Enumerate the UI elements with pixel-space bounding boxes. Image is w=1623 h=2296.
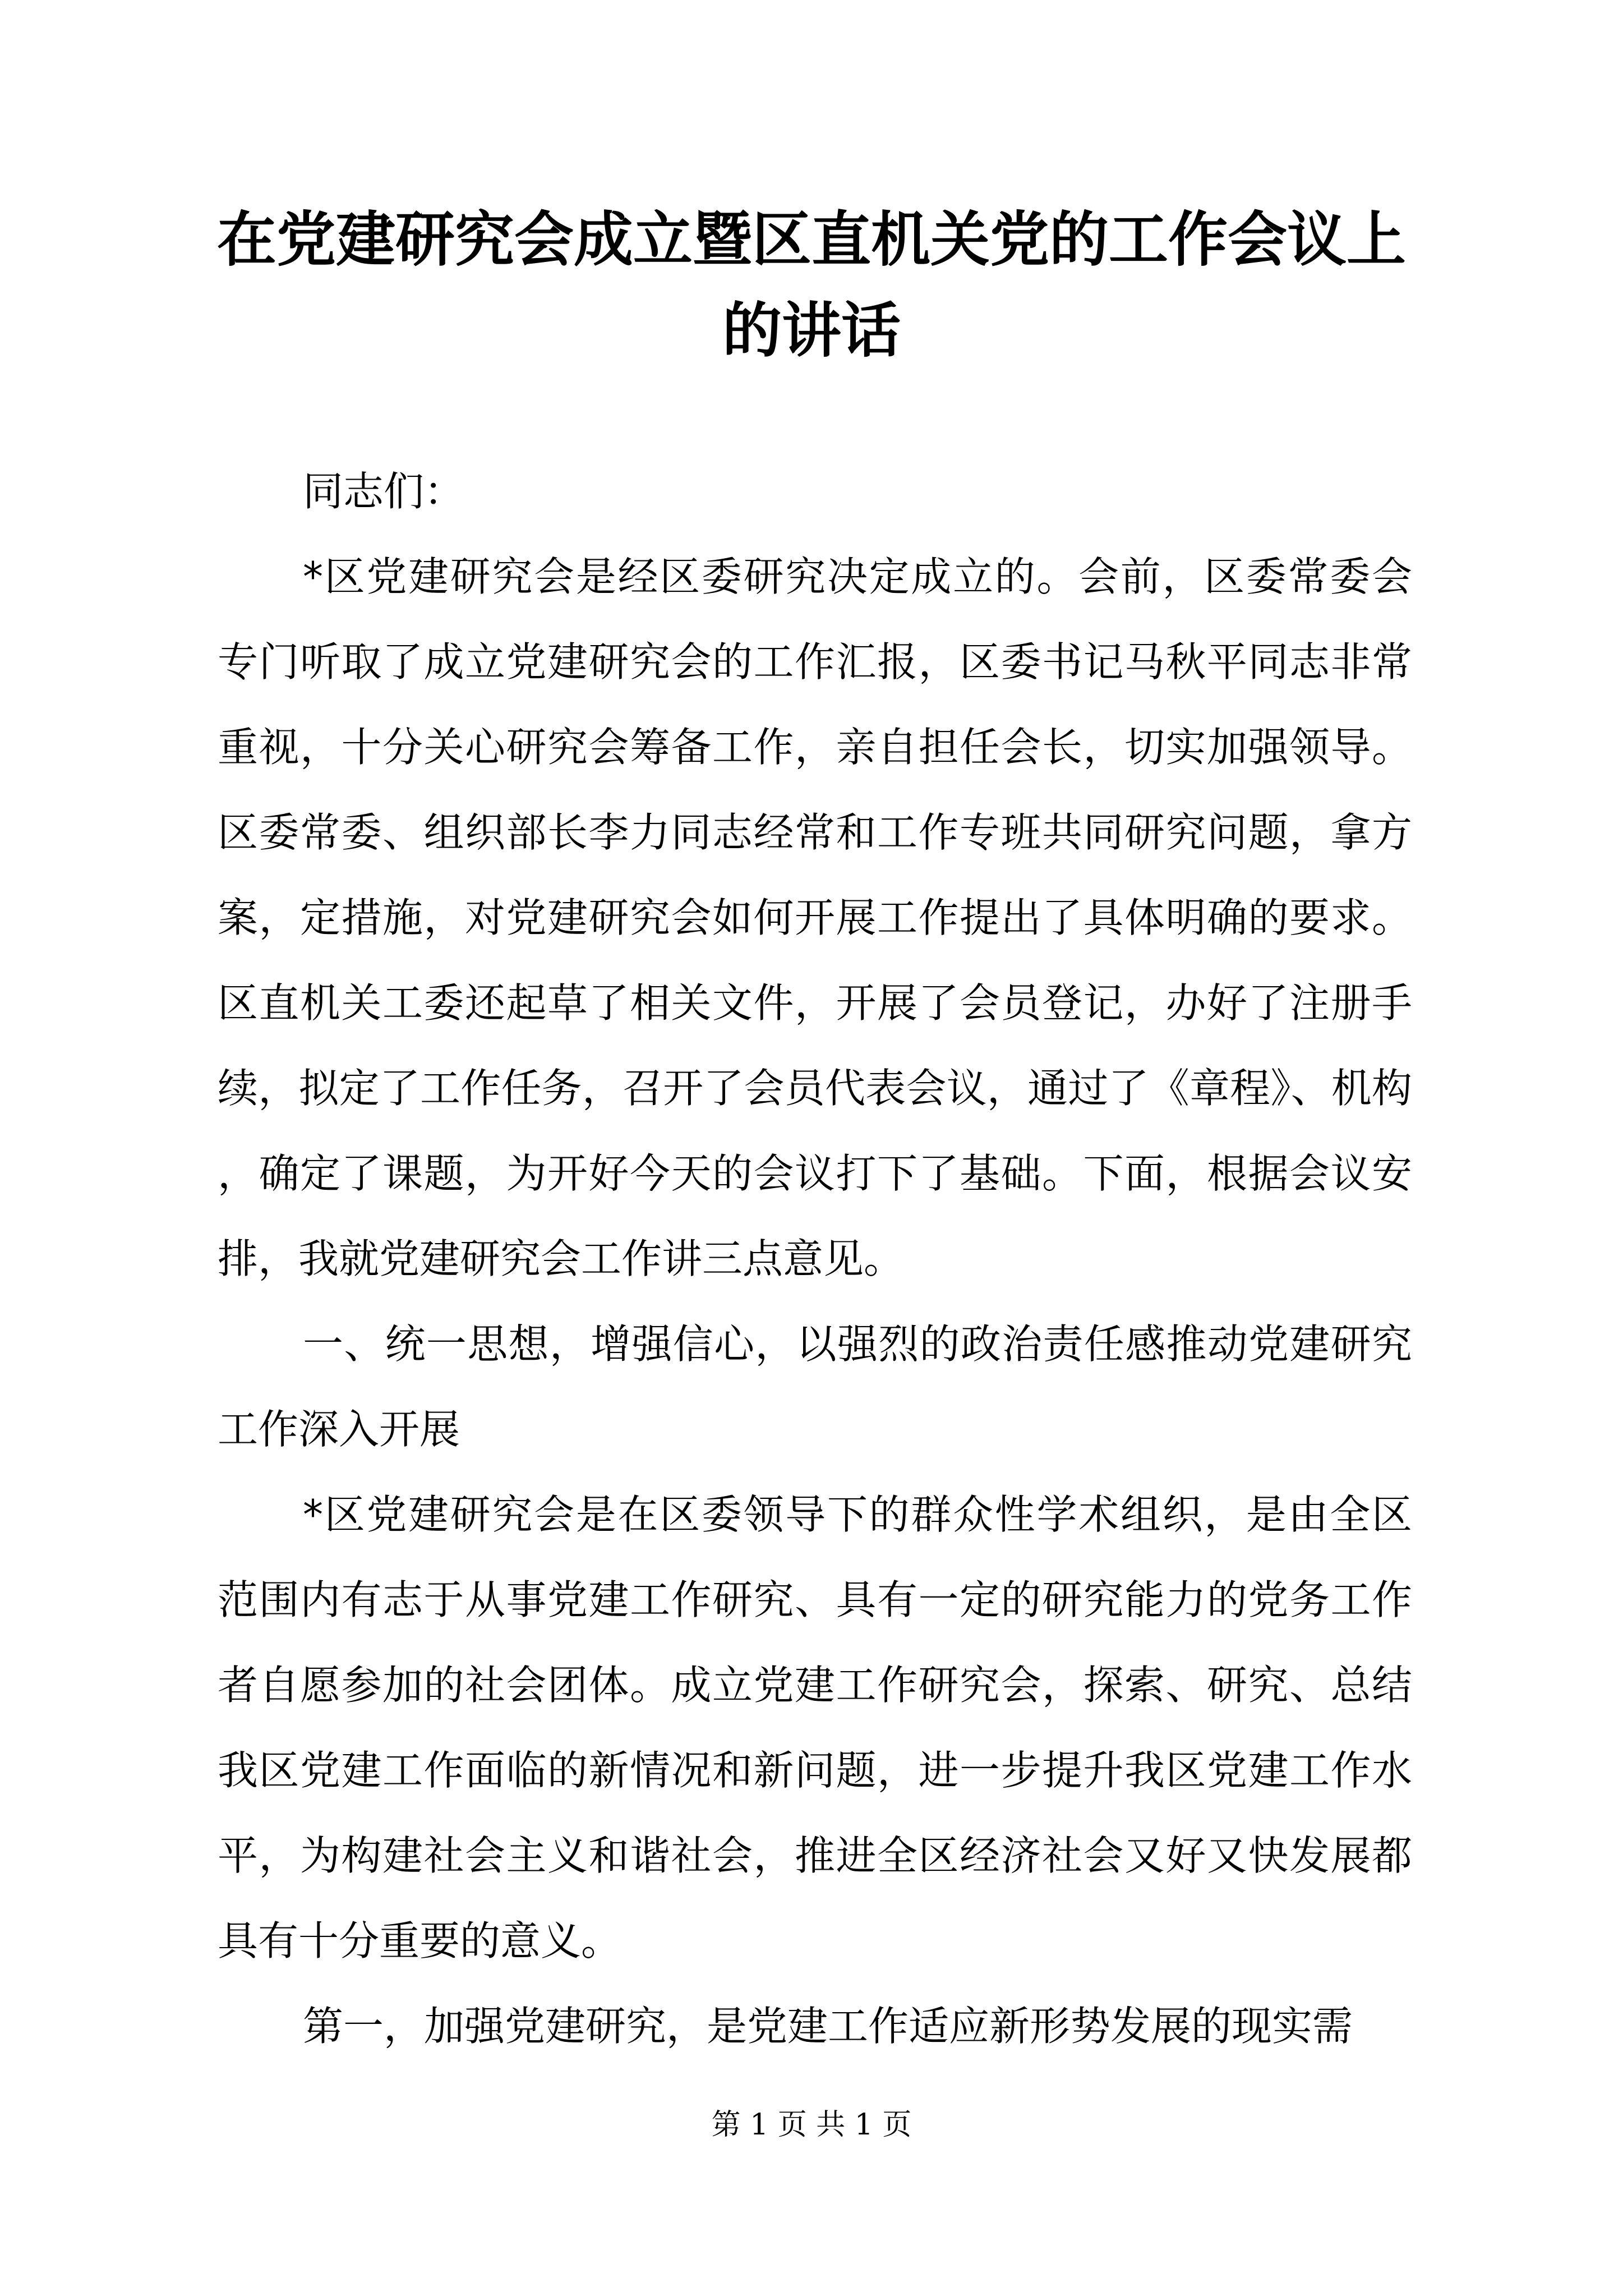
body-paragraph-first-point: 第一，加强党建研究，是党建工作适应新形势发展的现实需 [303,2003,1353,2050]
document-title: 在党建研究会成立暨区直机关党的工作会议上的讲话 [217,204,1406,365]
intro-paragraph: *区党建研究会是经区委研究决定成立的。会前，区委常委会专门听取了成立党建研究会的工作汇报，区委书记马秋平同志非常重视，十分关心研究会筹备工作，亲自担任会长，切实加强领导。区委常委、组织部长李力同志经常和工作专班共同研究问题，拿方案，定措施，对党建研究会如何开展工作提出了具体明确的要求。区直机关工委还起草了相关文件，开展了会员登记，办好了注册手续，拟定了工作任务，召开了会员代表会议，通过了《章程》、机构，确定了课题，为开好今天的会议打下了基础。下面，根据会议安排，我就党建研究会工作讲三点意见。 [218,553,1412,1282]
section-heading-1: 一、统一思想，增强信心，以强烈的政治责任感推动党建研究工作深入开展 [218,1320,1412,1453]
document-body [218,449,1412,2069]
page-footer: 第 1 页 共 1 页 [711,2108,912,2142]
salutation-paragraph: 同志们： [303,468,465,515]
body-paragraph: *区党建研究会是在区委领导下的群众性学术组织，是由全区范围内有志于从事党建工作研究、具有一定的研究能力的党务工作者自愿参加的社会团体。成立党建工作研究会，探索、研究、总结我区党建工作面临的新情况和新问题，进一步提升我区党建工作水平，为构建社会主义和谐社会，推进全区经济社会又好又快发展都具有十分重要的意义。 [218,1491,1412,1964]
